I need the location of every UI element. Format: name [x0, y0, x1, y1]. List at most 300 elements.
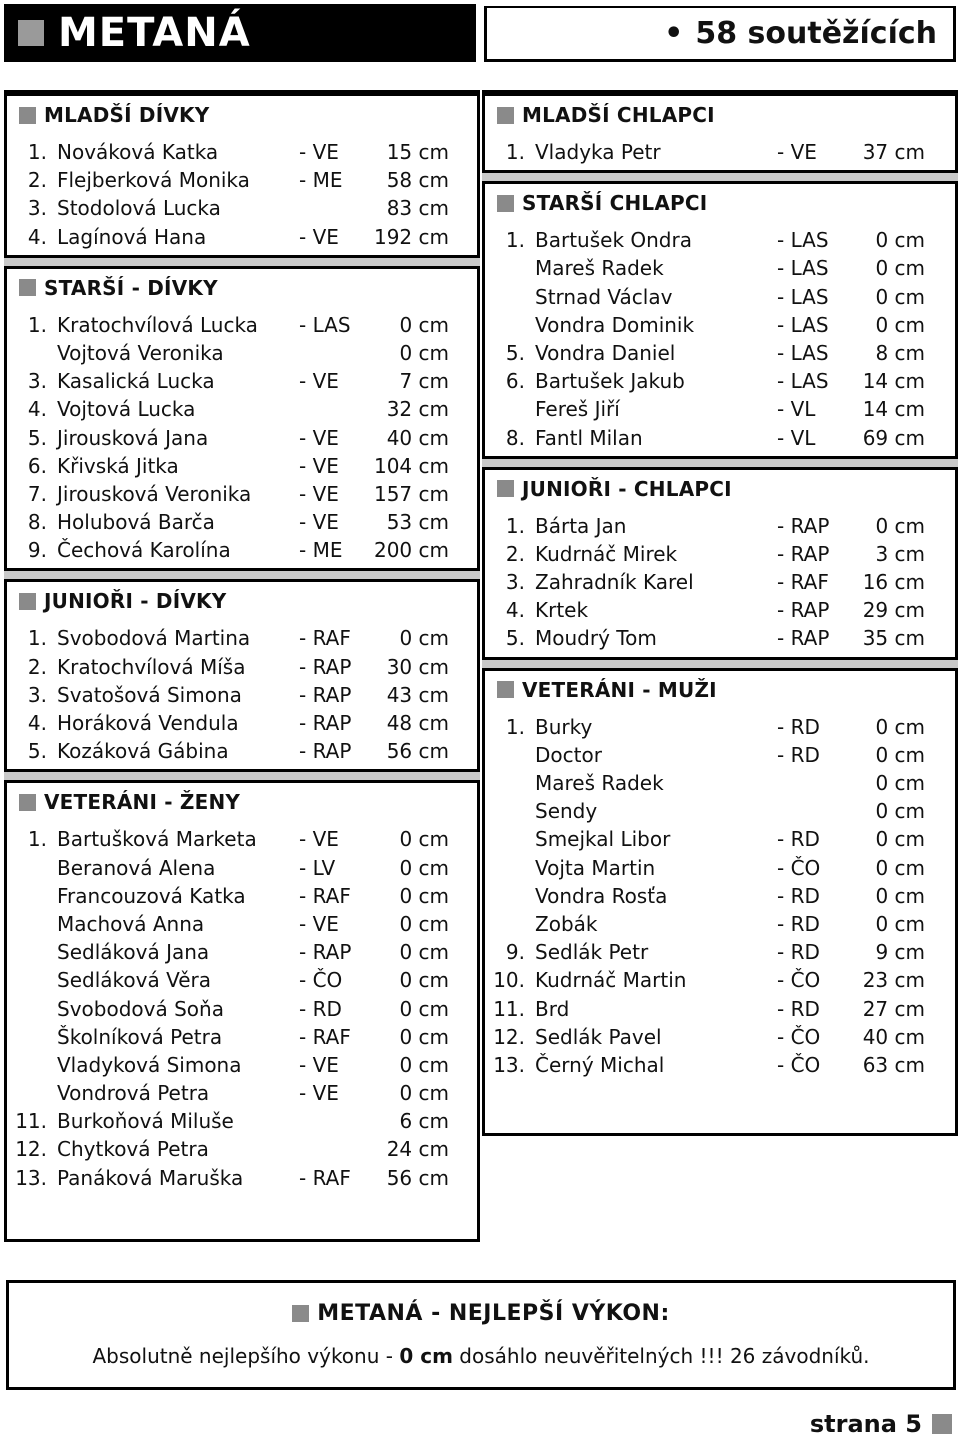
club-code: - VL — [777, 425, 816, 450]
club-code: - VE — [299, 1081, 339, 1106]
result-row — [485, 226, 955, 254]
result-row — [485, 568, 955, 596]
square-bullet-icon — [497, 681, 514, 698]
square-bullet-icon — [292, 1305, 309, 1322]
club-code: - VE — [299, 453, 339, 478]
club-code: - ME — [299, 168, 343, 193]
competitor-name: Vondra Dominik — [535, 312, 695, 337]
throw-distance: 8 cm — [875, 340, 925, 365]
result-rank: 2. — [27, 168, 47, 193]
section-heading-starsi-chlapci — [485, 184, 955, 222]
competitor-name: Svobodová Soňa — [57, 996, 224, 1021]
square-bullet-icon — [19, 279, 36, 296]
competitor-name: Vladyka Petr — [535, 140, 661, 164]
section-heading-juniori-divky — [7, 582, 477, 620]
result-row — [7, 536, 477, 564]
section-title: MLADŠÍ DÍVKY — [44, 103, 210, 127]
club-code: - VE — [299, 911, 339, 936]
result-list — [7, 821, 477, 1195]
result-rank: 3. — [505, 570, 525, 595]
result-rank: 1. — [27, 626, 47, 651]
result-rank: 8. — [505, 425, 525, 450]
result-rank: 1. — [505, 714, 525, 739]
section-divider — [482, 456, 958, 470]
section-title: JUNIOŘI - CHLAPCI — [522, 476, 732, 501]
result-row — [7, 395, 477, 423]
result-rank: 6. — [27, 453, 47, 478]
club-code: - VE — [299, 425, 339, 450]
throw-distance: 0 cm — [875, 771, 925, 795]
competitor-name: Nováková Katka — [57, 140, 219, 164]
competitor-name: Fantl Milan — [535, 425, 643, 450]
result-rank: 5. — [505, 626, 525, 651]
result-row — [7, 653, 477, 681]
competitor-name: Strnad Václav — [535, 284, 673, 309]
club-code: - ČO — [299, 968, 343, 993]
competitor-name: Burky — [535, 714, 593, 739]
competitor-name: Brd — [535, 996, 570, 1021]
club-code: - RAP — [777, 626, 830, 651]
result-row — [7, 1023, 477, 1051]
competitor-name: Krtek — [535, 598, 589, 623]
throw-distance: 157 cm — [373, 481, 449, 506]
participant-count: 58 soutěžících — [695, 16, 937, 51]
competitor-name: Vojtová Lucka — [57, 397, 196, 422]
result-row — [485, 395, 955, 423]
result-row — [7, 367, 477, 395]
result-row — [485, 741, 955, 769]
club-code: - RAP — [299, 739, 352, 764]
left-results-column — [4, 90, 480, 1242]
result-row — [485, 825, 955, 853]
result-row — [7, 825, 477, 853]
competitor-name: Vojta Martin — [535, 855, 656, 880]
result-row — [7, 966, 477, 994]
competitor-name: Moudrý Tom — [535, 626, 657, 651]
competitor-name: Černý Michal — [535, 1052, 665, 1077]
section-divider — [482, 657, 958, 671]
throw-distance: 0 cm — [399, 1081, 449, 1106]
competitor-name: Smejkal Libor — [535, 827, 671, 852]
result-row — [7, 194, 477, 222]
section-divider — [4, 769, 480, 783]
throw-distance: 0 cm — [875, 228, 925, 253]
result-list — [485, 222, 955, 456]
result-list — [7, 620, 477, 769]
club-code: - VE — [299, 224, 339, 249]
throw-distance: 56 cm — [386, 739, 449, 764]
result-row — [7, 138, 477, 166]
competitor-name: Lagínová Hana — [57, 224, 207, 249]
result-row — [485, 138, 955, 166]
result-row — [7, 452, 477, 480]
club-code: - RAF — [299, 1165, 351, 1190]
result-rank: 6. — [505, 369, 525, 394]
club-code: - RD — [777, 911, 820, 936]
result-row — [485, 854, 955, 882]
best-text-start: Absolutně nejlepšího výkonu - — [92, 1344, 400, 1368]
club-code: - RD — [777, 742, 820, 767]
throw-distance: 0 cm — [875, 827, 925, 852]
throw-distance: 0 cm — [399, 911, 449, 936]
throw-distance: 6 cm — [399, 1109, 449, 1134]
throw-distance: 63 cm — [862, 1052, 925, 1077]
result-list — [485, 134, 955, 170]
throw-distance: 37 cm — [862, 140, 925, 164]
throw-distance: 0 cm — [875, 312, 925, 337]
result-row — [7, 938, 477, 966]
best-result-text — [9, 1344, 953, 1368]
club-code: - VE — [777, 140, 817, 164]
throw-distance: 24 cm — [386, 1137, 449, 1162]
competitor-name: Francouzová Katka — [57, 883, 246, 908]
section-title: VETERÁNI - ŽENY — [44, 790, 241, 815]
competitor-name: Kratochvílová Lucka — [57, 312, 258, 337]
throw-distance: 9 cm — [875, 940, 925, 965]
competitor-name: Jirousková Veronika — [57, 481, 252, 506]
result-rank: 3. — [27, 369, 47, 394]
result-rank: 11. — [493, 996, 525, 1021]
best-result-box — [6, 1280, 956, 1390]
competitor-name: Křivská Jitka — [57, 453, 179, 478]
club-code: - RAP — [299, 682, 352, 707]
throw-distance: 43 cm — [386, 682, 449, 707]
competitor-name: Bartušek Ondra — [535, 228, 692, 253]
club-code: - RD — [777, 940, 820, 965]
result-list — [485, 709, 955, 1083]
square-bullet-icon — [497, 195, 514, 212]
club-code: - ČO — [777, 1052, 821, 1077]
result-row — [485, 1051, 955, 1079]
result-rank: 4. — [27, 711, 47, 735]
square-bullet-icon — [497, 107, 514, 124]
result-rank: 11. — [15, 1109, 47, 1134]
throw-distance: 3 cm — [875, 541, 925, 566]
result-rank: 12. — [15, 1137, 47, 1162]
result-rank: 1. — [27, 312, 47, 337]
club-code: - RAF — [299, 1024, 351, 1049]
result-row — [7, 311, 477, 339]
result-row — [7, 737, 477, 765]
result-rank: 7. — [27, 481, 47, 506]
result-row — [485, 512, 955, 540]
section-title: JUNIOŘI - DÍVKY — [44, 589, 227, 614]
competitor-name: Vondra Rosťa — [535, 883, 668, 908]
result-row — [485, 283, 955, 311]
result-row — [485, 910, 955, 938]
result-row — [485, 1023, 955, 1051]
club-code: - ME — [299, 538, 343, 563]
result-row — [485, 624, 955, 652]
throw-distance: 104 cm — [373, 453, 449, 478]
section-heading-mladsi-chlapci — [485, 96, 955, 134]
throw-distance: 48 cm — [386, 711, 449, 735]
section-heading-veterani-muzi — [485, 671, 955, 709]
throw-distance: 0 cm — [399, 626, 449, 651]
bullet-icon: • — [664, 16, 684, 51]
throw-distance: 192 cm — [373, 224, 449, 249]
result-list — [7, 134, 477, 255]
result-row — [7, 1051, 477, 1079]
competitor-name: Vondrová Petra — [57, 1081, 210, 1106]
club-code: - VE — [299, 369, 339, 394]
competitor-name: Stodolová Lucka — [57, 196, 221, 221]
competitor-name: Kudrnáč Mirek — [535, 541, 678, 566]
result-rank: 3. — [27, 682, 47, 707]
throw-distance: 53 cm — [386, 510, 449, 535]
result-rank: 1. — [505, 228, 525, 253]
result-row — [7, 995, 477, 1023]
result-row — [7, 1079, 477, 1107]
result-row — [485, 713, 955, 741]
throw-distance: 0 cm — [399, 996, 449, 1021]
competitor-name: Doctor — [535, 742, 602, 767]
club-code: - RAF — [299, 626, 351, 651]
result-list — [7, 307, 477, 569]
competitor-name: Svatošová Simona — [57, 682, 242, 707]
club-code: - LAS — [777, 284, 829, 309]
club-code: - LAS — [777, 340, 829, 365]
club-code: - ČO — [777, 1024, 821, 1049]
competitor-name: Mareš Radek — [535, 256, 664, 281]
club-code: - LAS — [777, 256, 829, 281]
throw-distance: 0 cm — [875, 883, 925, 908]
competitor-name: Chytková Petra — [57, 1137, 209, 1162]
competitor-name: Horáková Vendula — [57, 711, 239, 735]
throw-distance: 16 cm — [862, 570, 925, 595]
club-code: - RD — [777, 714, 820, 739]
result-row — [485, 424, 955, 452]
competitor-name: Holubová Barča — [57, 510, 215, 535]
throw-distance: 14 cm — [862, 369, 925, 394]
club-code: - ČO — [777, 968, 821, 993]
right-results-column — [482, 90, 958, 1136]
club-code: - ČO — [777, 855, 821, 880]
throw-distance: 0 cm — [875, 256, 925, 281]
throw-distance: 0 cm — [399, 855, 449, 880]
section-title: STARŠÍ CHLAPCI — [522, 191, 708, 216]
result-rank: 13. — [493, 1052, 525, 1077]
section-heading-mladsi-divky — [7, 96, 477, 134]
result-row — [485, 938, 955, 966]
result-row — [7, 910, 477, 938]
competitor-name: Bartušková Marketa — [57, 827, 257, 852]
page-title: METANÁ — [58, 10, 251, 56]
square-bullet-icon — [19, 107, 36, 124]
result-rank: 10. — [493, 968, 525, 993]
result-row — [485, 882, 955, 910]
result-rank: 13. — [15, 1165, 47, 1190]
competitor-name: Machová Anna — [57, 911, 205, 936]
result-rank: 9. — [505, 940, 525, 965]
club-code: - RAP — [299, 940, 352, 965]
club-code: - RAF — [299, 883, 351, 908]
competitor-name: Bárta Jan — [535, 513, 627, 538]
club-code: - VE — [299, 510, 339, 535]
result-rank: 2. — [27, 654, 47, 679]
result-rank: 5. — [27, 739, 47, 764]
result-rank: 5. — [505, 340, 525, 365]
club-code: - VE — [299, 827, 339, 852]
result-rank: 1. — [27, 140, 47, 164]
result-rank: 1. — [505, 513, 525, 538]
throw-distance: 58 cm — [386, 168, 449, 193]
page-number — [810, 1410, 952, 1437]
section-title: VETERÁNI - MUŽI — [522, 677, 717, 702]
club-code: - RAP — [777, 598, 830, 623]
throw-distance: 200 cm — [373, 538, 449, 563]
result-list — [485, 508, 955, 657]
throw-distance: 0 cm — [399, 1024, 449, 1049]
participant-count-box — [484, 6, 956, 62]
section-title: MLADŠÍ CHLAPCI — [522, 103, 715, 127]
result-row — [485, 797, 955, 825]
club-code: - VE — [299, 140, 339, 164]
club-code: - LAS — [777, 369, 829, 394]
throw-distance: 56 cm — [386, 1165, 449, 1190]
result-rank: 1. — [27, 827, 47, 852]
competitor-name: Školníková Petra — [57, 1024, 223, 1049]
result-row — [7, 1135, 477, 1163]
club-code: - RD — [777, 996, 820, 1021]
throw-distance: 7 cm — [399, 369, 449, 394]
club-code: - RD — [777, 883, 820, 908]
throw-distance: 0 cm — [399, 968, 449, 993]
result-rank: 1. — [505, 140, 525, 164]
throw-distance: 0 cm — [875, 855, 925, 880]
result-rank: 12. — [493, 1024, 525, 1049]
throw-distance: 29 cm — [862, 598, 925, 623]
result-row — [485, 995, 955, 1023]
competitor-name: Panáková Maruška — [57, 1165, 244, 1190]
throw-distance: 0 cm — [875, 513, 925, 538]
section-title: STARŠÍ - DÍVKY — [44, 275, 218, 300]
competitor-name: Flejberková Monika — [57, 168, 250, 193]
result-row — [7, 223, 477, 251]
competitor-name: Sedláková Věra — [57, 968, 211, 993]
competitor-name: Mareš Radek — [535, 771, 664, 795]
result-row — [485, 769, 955, 797]
throw-distance: 0 cm — [399, 827, 449, 852]
competitor-name: Sendy — [535, 799, 598, 824]
competitor-name: Vojtová Veronika — [57, 340, 224, 365]
best-text-end: dosáhlo neuvěřitelných !!! 26 závodníků. — [452, 1344, 870, 1368]
result-rank: 5. — [27, 425, 47, 450]
throw-distance: 0 cm — [875, 799, 925, 824]
throw-distance: 0 cm — [875, 284, 925, 309]
result-rank: 4. — [27, 224, 47, 249]
club-code: - RAP — [777, 541, 830, 566]
square-bullet-icon — [19, 593, 36, 610]
square-bullet-icon — [18, 20, 44, 46]
section-heading-starsi-divky — [7, 269, 477, 307]
club-code: - VE — [299, 1052, 339, 1077]
competitor-name: Kozáková Gábina — [57, 739, 229, 764]
club-code: - VL — [777, 397, 816, 422]
result-row — [7, 882, 477, 910]
result-row — [485, 254, 955, 282]
best-text-value: 0 cm — [399, 1344, 453, 1368]
result-row — [7, 854, 477, 882]
result-row — [7, 424, 477, 452]
throw-distance: 0 cm — [399, 883, 449, 908]
throw-distance: 35 cm — [862, 626, 925, 651]
result-row — [485, 540, 955, 568]
competitor-name: Burkoňová Miluše — [57, 1109, 234, 1134]
club-code: - RAP — [777, 513, 830, 538]
competitor-name: Vondra Daniel — [535, 340, 676, 365]
competitor-name: Bartušek Jakub — [535, 369, 685, 394]
throw-distance: 40 cm — [862, 1024, 925, 1049]
competitor-name: Zahradník Karel — [535, 570, 694, 595]
club-code: - RD — [777, 827, 820, 852]
club-code: - LAS — [777, 228, 829, 253]
club-code: - LAS — [299, 312, 351, 337]
result-row — [7, 624, 477, 652]
best-result-title: METANÁ - NEJLEPŠÍ VÝKON: — [317, 1301, 670, 1326]
throw-distance: 83 cm — [386, 196, 449, 221]
result-row — [485, 966, 955, 994]
section-divider — [4, 568, 480, 582]
competitor-name: Sedlák Petr — [535, 940, 649, 965]
result-row — [7, 709, 477, 737]
throw-distance: 0 cm — [399, 940, 449, 965]
result-row — [485, 339, 955, 367]
result-row — [7, 1164, 477, 1192]
throw-distance: 69 cm — [862, 425, 925, 450]
page-number-label: strana 5 — [809, 1410, 922, 1437]
result-row — [485, 311, 955, 339]
throw-distance: 23 cm — [862, 968, 925, 993]
result-row — [7, 681, 477, 709]
competitor-name: Čechová Karolína — [57, 538, 231, 563]
throw-distance: 15 cm — [386, 140, 449, 164]
competitor-name: Sedláková Jana — [57, 940, 210, 965]
club-code: - RAF — [777, 570, 829, 595]
throw-distance: 0 cm — [875, 742, 925, 767]
square-bullet-icon — [932, 1414, 952, 1434]
club-code: - LV — [299, 855, 336, 880]
competitor-name: Jirousková Jana — [57, 425, 209, 450]
competitor-name: Beranová Alena — [57, 855, 216, 880]
result-row — [7, 339, 477, 367]
competitor-name: Kudrnáč Martin — [535, 968, 687, 993]
result-rank: 8. — [27, 510, 47, 535]
club-code: - LAS — [777, 312, 829, 337]
throw-distance: 14 cm — [862, 397, 925, 422]
result-row — [485, 367, 955, 395]
result-rank: 3. — [27, 196, 47, 221]
page-title-bar — [4, 4, 476, 62]
competitor-name: Zobák — [535, 911, 598, 936]
throw-distance: 40 cm — [386, 425, 449, 450]
result-rank: 4. — [27, 397, 47, 422]
square-bullet-icon — [497, 480, 514, 497]
throw-distance: 0 cm — [399, 1052, 449, 1077]
throw-distance: 0 cm — [875, 714, 925, 739]
section-divider — [482, 170, 958, 184]
result-row — [485, 596, 955, 624]
club-code: - RD — [299, 996, 342, 1021]
throw-distance: 30 cm — [386, 654, 449, 679]
competitor-name: Kasalická Lucka — [57, 369, 215, 394]
club-code: - RAP — [299, 711, 352, 735]
result-row — [7, 508, 477, 536]
competitor-name: Svobodová Martina — [57, 626, 251, 651]
club-code: - VE — [299, 481, 339, 506]
throw-distance: 32 cm — [386, 397, 449, 422]
competitor-name: Sedlák Pavel — [535, 1024, 662, 1049]
